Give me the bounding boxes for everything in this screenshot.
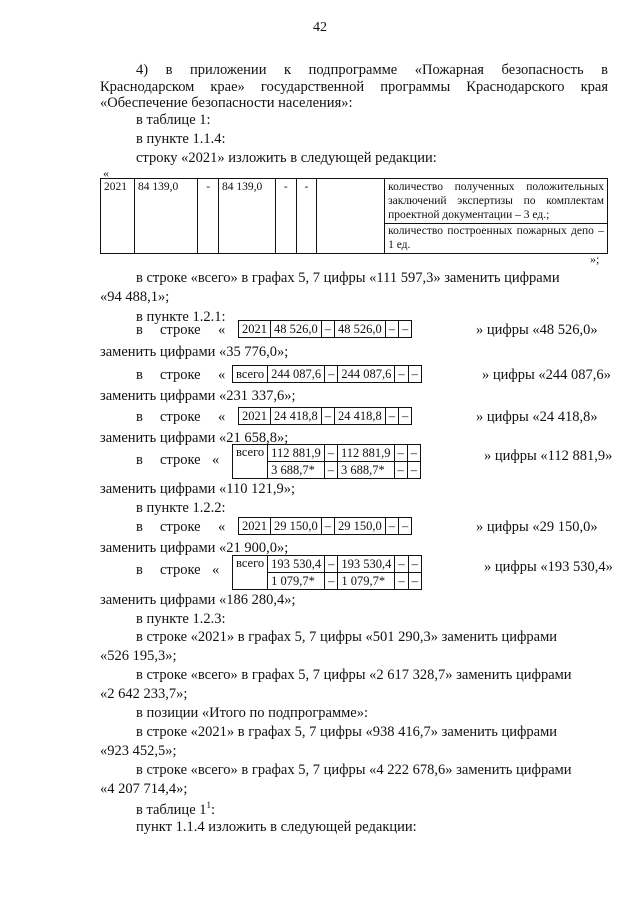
line-text: в строке «2021» в графах 5, 7 цифры «501 290,3» заменить цифрами	[136, 629, 558, 645]
line-526195: «526 195,3»;	[100, 648, 177, 664]
word-stroke: строке	[160, 409, 201, 425]
replace-r4: заменить цифрами «110 121,9»;	[100, 481, 296, 497]
replacement-row-table	[100, 178, 608, 254]
line-2642233: «2 642 233,7»;	[100, 686, 188, 702]
cell-value-2: 1 079,7*	[338, 573, 395, 590]
tail-r2: » цифры «244 087,6»	[482, 367, 611, 383]
cell-year: 2021	[101, 179, 135, 254]
cell-value: 193 530,4	[338, 556, 395, 573]
word-v: в	[136, 562, 143, 578]
tail-r3: » цифры «24 418,8»	[476, 409, 598, 425]
line-point-122: в пункте 1.2.2:	[136, 500, 226, 516]
cell-value: 112 881,9	[268, 445, 325, 462]
cell-dash: –	[321, 321, 334, 338]
line-text: в строке «всего» в графах 5, 7 цифры «111 597,3» заменить цифрами	[136, 270, 560, 286]
quote-left: «	[218, 409, 226, 425]
cell-dash-2: -	[276, 179, 297, 254]
word-stroke: строке	[160, 562, 201, 578]
colon: :	[211, 801, 216, 818]
inline-table-r3	[238, 407, 412, 425]
cell-value: 24 418,8	[271, 408, 322, 425]
line-point-121: в пункте 1.2.1:	[136, 309, 226, 325]
cell-value: 244 087,6	[268, 366, 325, 383]
line-row-2021: строку «2021» изложить в следующей редакции:	[136, 150, 437, 166]
line-table-1: в таблице 1:	[136, 112, 211, 128]
cell-vsego: всего	[233, 445, 268, 479]
page-number: 42	[313, 20, 327, 35]
tail-r1: » цифры «48 526,0»	[476, 322, 598, 338]
table-row	[101, 179, 608, 254]
tail-r6: » цифры «193 530,4»	[484, 559, 613, 575]
cell-value: 193 530,4	[268, 556, 325, 573]
cell-value: 48 526,0	[335, 321, 386, 338]
quote-left: «	[212, 452, 220, 468]
line-4207714: «4 207 714,4»;	[100, 781, 188, 797]
quote-left: «	[212, 562, 220, 578]
cell-dash-1: -	[198, 179, 219, 254]
word-v: в	[136, 409, 143, 425]
cell-dash: –	[325, 556, 338, 573]
cell-year: 2021	[239, 321, 271, 338]
line-923452: «923 452,5»;	[100, 743, 177, 759]
cell-dash: –	[394, 445, 407, 462]
cell-value: 29 150,0	[335, 518, 386, 535]
line-point-114: в пункте 1.1.4:	[136, 131, 226, 147]
open-quote: «	[103, 166, 109, 180]
cell-dash: –	[324, 445, 337, 462]
line-vsego-2617328	[136, 667, 608, 684]
word-v: в	[136, 322, 143, 338]
cell-vsego: всего	[233, 366, 268, 383]
intro-paragraph: 4) в приложении к подпрограмме «Пожарная безопасность в Краснодарском крае» государственной программы Краснодарского края «Обеспечение безопасности населения»:	[100, 62, 608, 112]
cell-dash: –	[385, 321, 398, 338]
line-itogo: в позиции «Итого по подпрограмме»:	[136, 705, 369, 721]
tail-r5: » цифры «29 150,0»	[476, 519, 598, 535]
cell-value: 29 150,0	[271, 518, 322, 535]
line-text: в строке «всего» в графах 5, 7 цифры «2 617 328,7» заменить цифрами	[136, 667, 572, 683]
cell-value: 24 418,8	[335, 408, 386, 425]
cell-value-2: 3 688,7*	[268, 462, 325, 479]
word-stroke: строке	[160, 322, 201, 338]
word-stroke: строке	[160, 452, 201, 468]
line-2021-938416	[136, 724, 608, 741]
cell-dash: –	[395, 366, 408, 383]
cell-value: 112 881,9	[337, 445, 394, 462]
inline-table-r2	[232, 365, 422, 383]
replace-r2: заменить цифрами «231 337,6»;	[100, 388, 296, 404]
replace-r1: заменить цифрами «35 776,0»;	[100, 344, 289, 360]
cell-dash: –	[399, 408, 412, 425]
superscript: 1	[206, 800, 212, 810]
line-vsego-4222678	[136, 762, 608, 779]
quote-left: «	[218, 367, 226, 383]
cell-value-2: 3 688,7*	[337, 462, 394, 479]
word-v: в	[136, 367, 143, 383]
line-2021-501290	[136, 629, 608, 646]
table-label: в таблице 1	[136, 801, 207, 818]
description-1: количество полученных положительных заключений экспертизы по комплектам проектной документации – 3 ед.;	[388, 181, 604, 221]
line-point-123: в пункте 1.2.3:	[136, 611, 226, 627]
cell-dash: –	[408, 366, 421, 383]
quote-left: «	[218, 519, 226, 535]
cell-value: 48 526,0	[271, 321, 322, 338]
cell-value: 84 139,0	[219, 179, 276, 254]
line-text: в строке «2021» в графах 5, 7 цифры «938 416,7» заменить цифрами	[136, 724, 558, 740]
replace-r6: заменить цифрами «186 280,4»;	[100, 592, 296, 608]
line-text: в строке «всего» в графах 5, 7 цифры «4 222 678,6» заменить цифрами	[136, 762, 572, 778]
line-last: пункт 1.1.4 изложить в следующей редакции:	[136, 819, 417, 835]
line-94488: «94 488,1»;	[100, 289, 170, 305]
quote-left: «	[218, 322, 226, 338]
cell-dash: –	[395, 556, 408, 573]
cell-value-2: 1 079,7*	[268, 573, 325, 590]
cell-empty	[317, 179, 385, 254]
word-v: в	[136, 519, 143, 535]
cell-dash-3: -	[296, 179, 317, 254]
cell-dash: –	[407, 445, 420, 462]
cell-year: 2021	[239, 408, 271, 425]
cell-dash: –	[385, 518, 398, 535]
cell-dash: –	[399, 518, 412, 535]
line-vsego-111597	[136, 270, 608, 287]
cell-year: 2021	[239, 518, 271, 535]
word-stroke: строке	[160, 519, 201, 535]
cell-dash: –	[407, 462, 420, 479]
inline-table-r5	[238, 517, 412, 535]
close-quote: »;	[590, 252, 600, 266]
cell-dash: –	[324, 462, 337, 479]
cell-dash: –	[325, 366, 338, 383]
cell-value: 244 087,6	[338, 366, 395, 383]
cell-dash: –	[385, 408, 398, 425]
cell-dash: –	[325, 573, 338, 590]
inline-table-r4	[232, 444, 421, 479]
cell-dash: –	[408, 556, 421, 573]
cell-dash: –	[321, 408, 334, 425]
word-stroke: строке	[160, 367, 201, 383]
inline-table-r6	[232, 555, 422, 590]
tail-r4: » цифры «112 881,9»	[484, 448, 613, 464]
description-2: количество построенных пожарных депо – 1 ед.	[385, 223, 607, 252]
cell-total: 84 139,0	[135, 179, 198, 254]
cell-dash: –	[394, 462, 407, 479]
replace-r3: заменить цифрами «21 658,8»;	[100, 430, 289, 446]
inline-table-r1	[238, 320, 412, 338]
cell-dash: –	[395, 573, 408, 590]
replace-r5: заменить цифрами «21 900,0»;	[100, 540, 289, 556]
cell-vsego: всего	[233, 556, 268, 590]
cell-dash: –	[408, 573, 421, 590]
line-table-1-1	[136, 800, 215, 819]
cell-dash: –	[399, 321, 412, 338]
cell-dash: –	[321, 518, 334, 535]
cell-description	[385, 179, 608, 254]
word-v: в	[136, 452, 143, 468]
